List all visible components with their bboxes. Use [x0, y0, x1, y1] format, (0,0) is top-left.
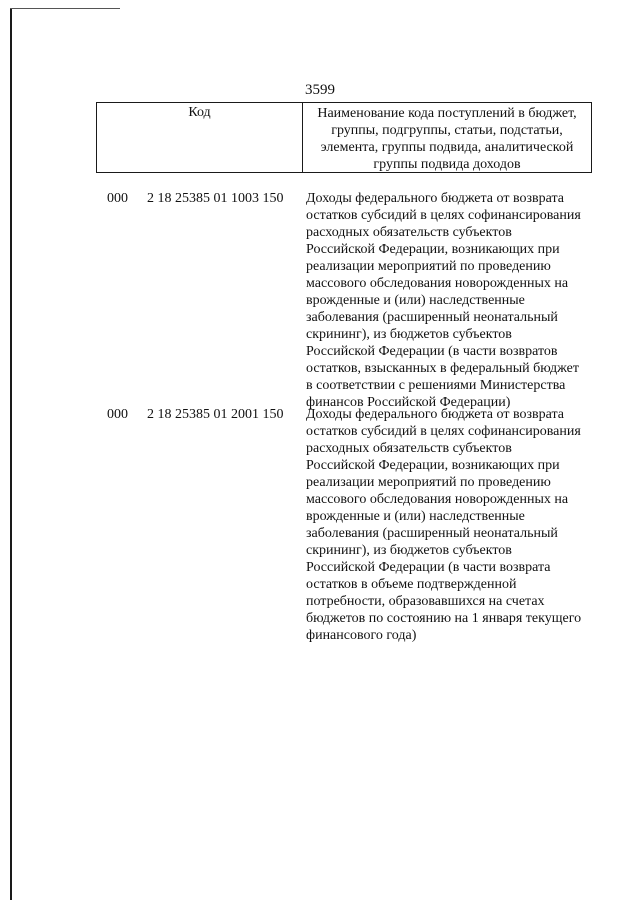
description-line: расходных обязательств субъектов [306, 441, 512, 456]
description-line: расходных обязательств субъектов [306, 225, 512, 240]
name-column-header-line: Наименование кода поступлений в бюджет, [317, 106, 577, 121]
description-line: заболевания (расширенный неонатальный [306, 310, 558, 325]
description-line: остатков в объеме подтвержденной [306, 577, 517, 592]
description-line: финансов Российской Федерации) [306, 395, 511, 410]
description-line: Российской Федерации (в части возврата [306, 560, 551, 575]
admin-code: 000 [107, 407, 128, 422]
description-line: бюджетов по состоянию на 1 января текущего [306, 611, 582, 626]
description-line: финансового года) [306, 628, 417, 643]
description-line: заболевания (расширенный неонатальный [306, 526, 558, 541]
name-column-header-line: элемента, группы подвида, аналитической [320, 140, 574, 155]
description-line: врожденные и (или) наследственные [306, 293, 525, 308]
scan-border-top [10, 8, 120, 9]
description-line: реализации мероприятий по проведению [306, 475, 551, 490]
description-line: потребности, образовавшихся на счетах [306, 594, 545, 609]
description-line: остатков субсидий в целях софинансирования [306, 424, 581, 439]
name-column-header-line: группы, подгруппы, статьи, подстатьи, [331, 123, 563, 138]
table-header [96, 102, 592, 173]
code-description [306, 406, 584, 644]
code-description [306, 190, 584, 411]
description-line: врожденные и (или) наследственные [306, 509, 525, 524]
description-line: в соответствии с решениями Министерства [306, 378, 566, 393]
description-line: остатков, взысканных в федеральный бюджет [306, 361, 579, 376]
description-line: Российской Федерации, возникающих при [306, 458, 560, 473]
description-line: реализации мероприятий по проведению [306, 259, 551, 274]
description-line: Доходы федерального бюджета от возврата [306, 191, 564, 206]
description-line: Российской Федерации (в части возвратов [306, 344, 558, 359]
description-line: Доходы федерального бюджета от возврата [306, 407, 564, 422]
name-column-header [303, 105, 591, 173]
name-column-header-line: группы подвида доходов [373, 157, 521, 172]
code-column-header: Код [188, 105, 211, 120]
scan-border-left [10, 8, 12, 900]
description-line: массового обследования новорожденных на [306, 276, 569, 291]
budget-classification-code: 2 18 25385 01 1003 150 [147, 191, 284, 206]
description-line: массового обследования новорожденных на [306, 492, 569, 507]
description-line: скрининг), из бюджетов субъектов [306, 543, 512, 558]
description-line: остатков субсидий в целях софинансирования [306, 208, 581, 223]
budget-classification-code: 2 18 25385 01 2001 150 [147, 407, 284, 422]
description-line: скрининг), из бюджетов субъектов [306, 327, 512, 342]
page-number: 3599 [305, 82, 335, 98]
description-line: Российской Федерации, возникающих при [306, 242, 560, 257]
admin-code: 000 [107, 191, 128, 206]
